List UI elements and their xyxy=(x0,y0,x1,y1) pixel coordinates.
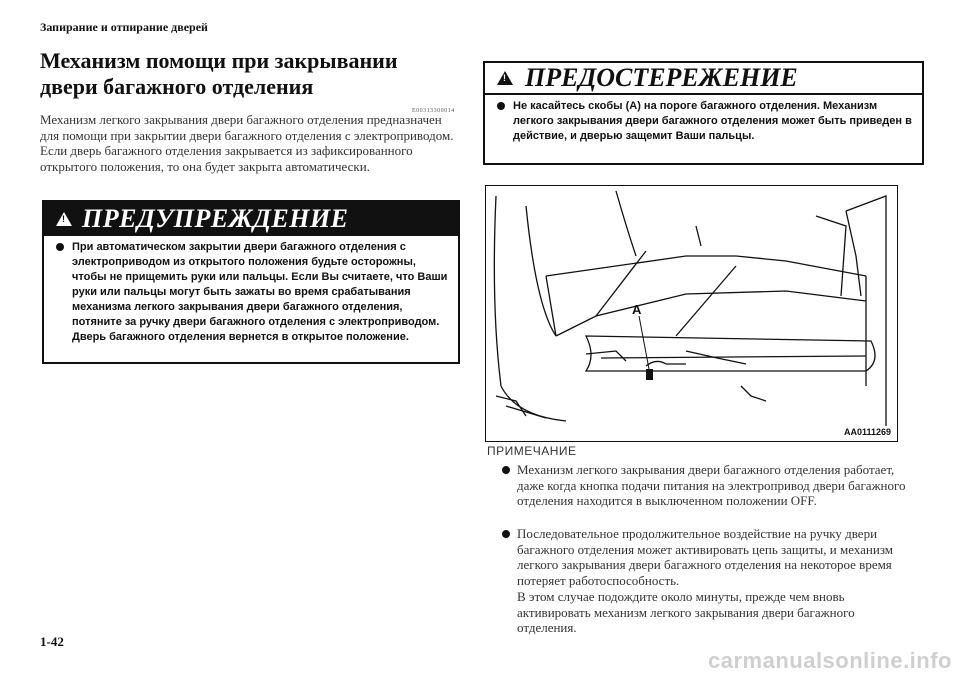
caution-body xyxy=(485,95,922,144)
note-text-2: Последовательное продолжительное воздействие на ручку двери багажного отделения может активировать цепь защиты, и механизм легкого закрывания двери багажного отделения на некоторое время потеряет работоспособность. xyxy=(517,526,894,588)
intro-text xyxy=(40,112,460,174)
note-text-1: Механизм легкого закрывания двери багажного отделения работает, даже когда кнопка подачи питания на электропривод двери багажного отделения находится в выключенном положении OFF. xyxy=(517,462,906,508)
page-title: Механизм помощи при закрывании двери багажного отделения xyxy=(40,48,398,99)
note-title: ПРИМЕЧАНИЕ xyxy=(487,444,577,458)
striker-bracket-a xyxy=(646,369,653,380)
section-header: Запирание и отпирание дверей xyxy=(40,20,208,34)
label-a: A xyxy=(632,302,642,317)
caution-triangle-icon xyxy=(497,71,513,85)
bullet-icon xyxy=(502,466,510,474)
watermark-text: carmanualsonline.info xyxy=(708,648,952,673)
intro-paragraph-1: Механизм легкого закрывания двери багажного отделения предназначен для помощи при закрытии двери багажного отделения с электроприводом. xyxy=(40,112,454,143)
intro-paragraph-2: Если дверь багажного отделения закрывается из зафиксированного открытого положения, то она будет закрыта автоматически. xyxy=(40,143,413,174)
note-item-2 xyxy=(517,526,917,588)
bullet-icon xyxy=(56,243,64,251)
document-code: E00313300014 xyxy=(412,108,455,114)
figure-code: AA0111269 xyxy=(843,427,891,437)
caution-title: ПРЕДОСТЕРЕЖЕНИЕ xyxy=(525,63,798,92)
warning-text: При автоматическом закрытии двери багажного отделения с электроприводом из открытого положения будьте осторожны, чтобы не прищемить руки или пальцы. Если Вы считаете, что Ваши руки или пальцы могут быть зажаты во время срабатывания механизма легкого закрывания двери багажного отделения, потяните за ручку двери багажного отделения с электроприводом. Дверь багажного отделения вернется в открытое положение. xyxy=(72,241,448,343)
cargo-drawing xyxy=(486,186,897,441)
warning-box xyxy=(42,200,460,364)
bullet-icon xyxy=(502,530,510,538)
cargo-area-illustration xyxy=(485,185,898,442)
warning-body xyxy=(44,236,458,345)
note-item-1 xyxy=(517,462,917,509)
note-text-3: В этом случае подождите около минуты, прежде чем вновь активировать механизм легкого закрывания двери багажного отделения. xyxy=(517,589,855,635)
caution-box xyxy=(483,61,924,165)
warning-triangle-icon xyxy=(56,212,72,226)
caution-header xyxy=(485,63,922,95)
warning-title: ПРЕДУПРЕЖДЕНИЕ xyxy=(82,204,349,233)
bullet-icon xyxy=(497,102,505,110)
caution-text: Не касайтесь скобы (A) на пороге багажного отделения. Механизм легкого закрывания двери багажного отделения может быть приведен в действие, и дверью защемит Ваши пальцы. xyxy=(513,100,912,142)
warning-header xyxy=(44,202,458,236)
page-number: 1-42 xyxy=(40,634,64,649)
note-item-3 xyxy=(517,589,917,636)
